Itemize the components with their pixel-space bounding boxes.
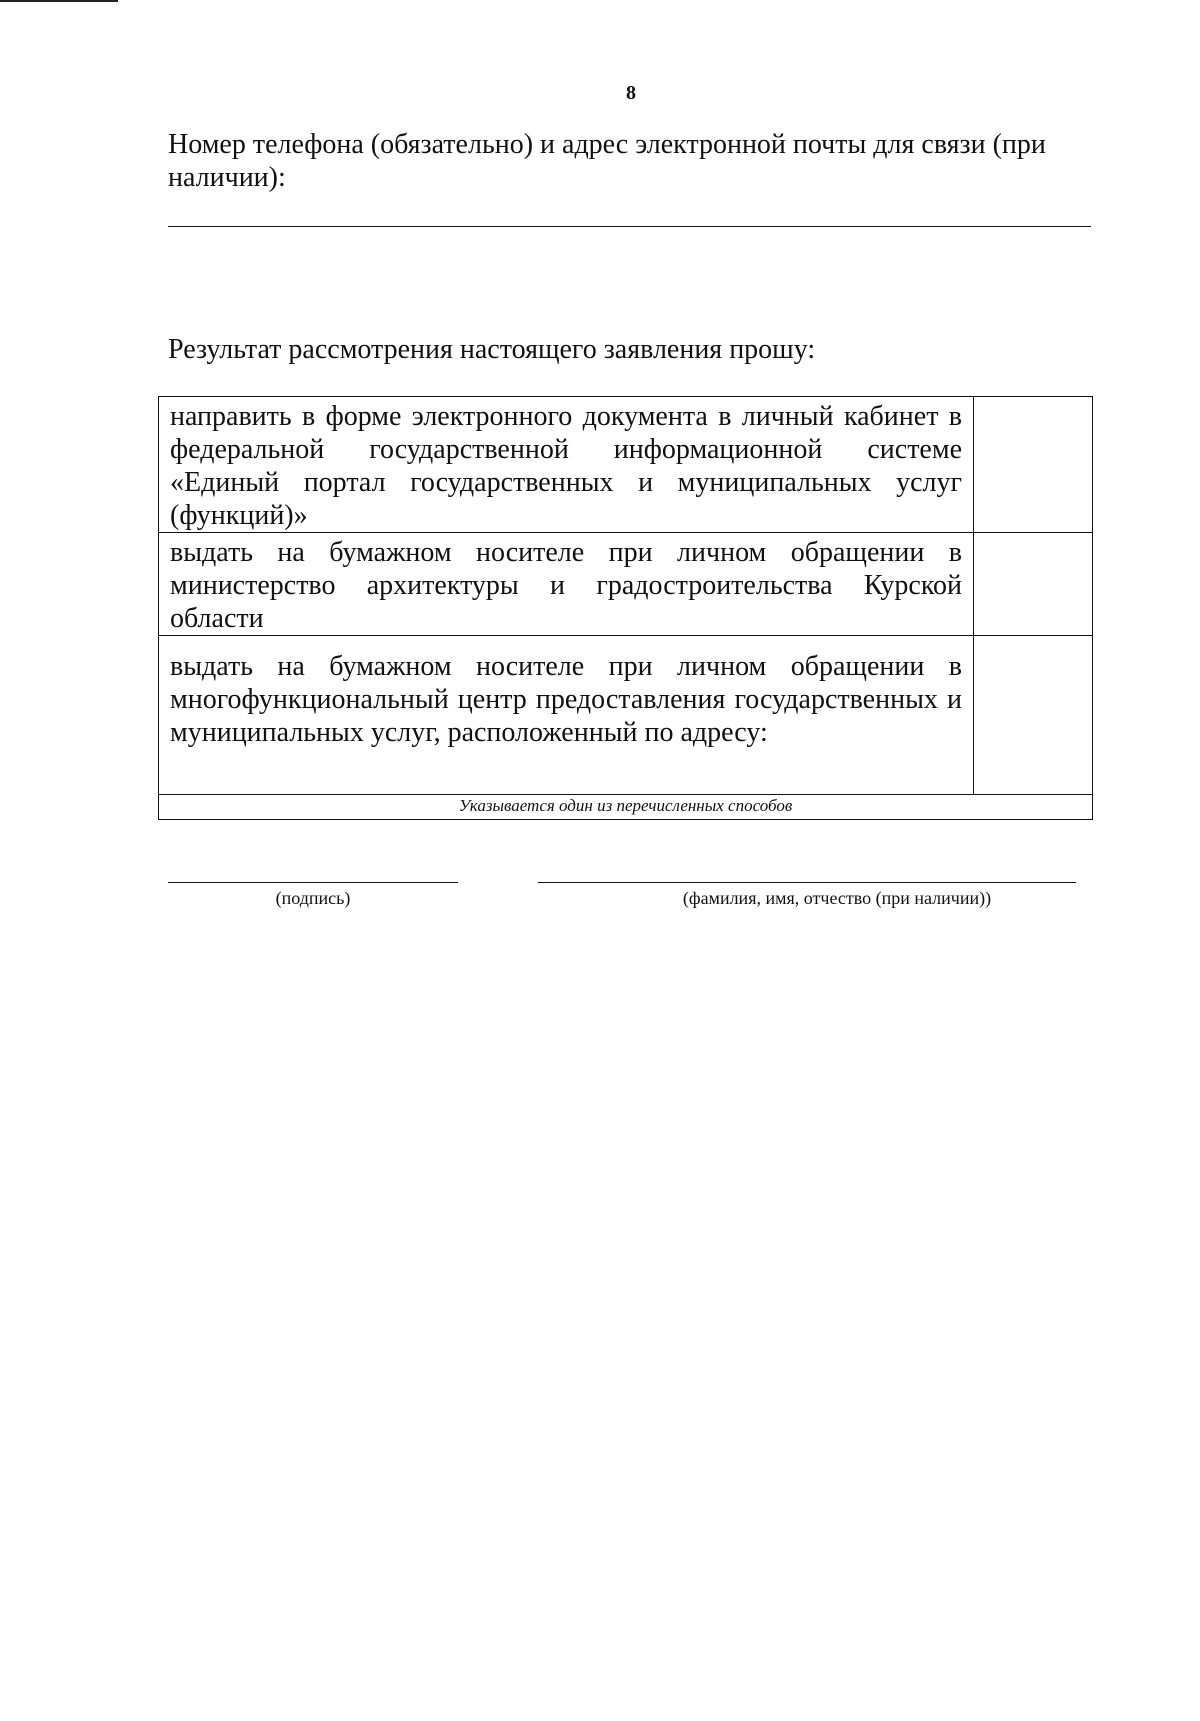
full-name-line[interactable] <box>538 882 1076 883</box>
option-row <box>159 397 1093 533</box>
option-text: выдать на бумажном носителе при личном обращении в многофункциональный центр предоставления государственных и муниципальных услуг, расположенный по адресу: <box>159 636 974 795</box>
options-note: Указывается один из перечисленных способов <box>159 795 1093 820</box>
page-number: 8 <box>626 82 636 104</box>
note-row <box>159 795 1093 820</box>
result-heading: Результат рассмотрения настоящего заявления прошу: <box>168 334 816 365</box>
option-text: выдать на бумажном носителе при личном обращении в министерство архитектуры и градостроительства Курской области <box>159 533 974 636</box>
option-text: направить в форме электронного документа в личный кабинет в федеральной государственной информационной системе «Единый портал государственных и муниципальных услуг (функций)» <box>159 397 974 533</box>
option-checkbox-cell[interactable] <box>974 397 1093 533</box>
option-checkbox-cell[interactable] <box>974 636 1093 795</box>
option-row <box>159 533 1093 636</box>
contact-label: Номер телефона (обязательно) и адрес электронной почты для связи (при наличии): <box>168 129 1046 193</box>
top-edge-rule <box>0 0 118 2</box>
option-row <box>159 636 1093 795</box>
contact-input-line[interactable] <box>168 226 1091 227</box>
signature-caption: (подпись) <box>275 888 351 908</box>
full-name-caption: (фамилия, имя, отчество (при наличии)) <box>682 888 992 908</box>
signature-line[interactable] <box>168 882 458 883</box>
delivery-options-table <box>158 396 1093 820</box>
option-checkbox-cell[interactable] <box>974 533 1093 636</box>
